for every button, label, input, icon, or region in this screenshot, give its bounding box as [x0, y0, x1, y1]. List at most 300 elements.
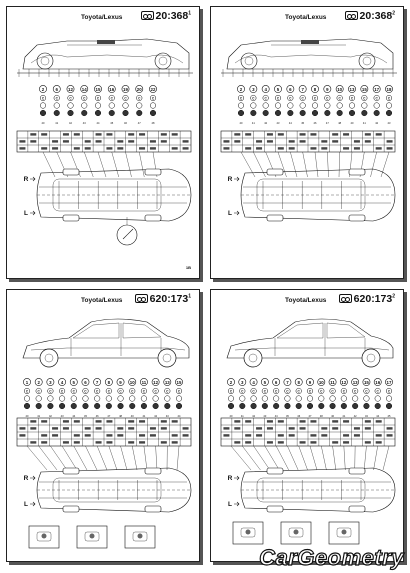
leader-line	[112, 152, 119, 177]
fixture-symbol-icon	[54, 103, 60, 109]
dimension-value-mark	[117, 434, 123, 436]
fixture-symbol-icon	[288, 103, 294, 109]
fixture-symbol-icon	[349, 103, 355, 109]
fixture-code: 44	[72, 415, 76, 418]
fixture-symbol-label: C	[313, 96, 317, 101]
fixture-code: 47	[325, 122, 329, 125]
fixture-symbol-label: C	[229, 389, 233, 394]
wheel-outline	[63, 169, 79, 175]
measure-point-number: 16	[109, 87, 115, 92]
dimension-value-mark	[223, 427, 229, 429]
dimension-value-mark	[41, 133, 47, 135]
rear-window	[327, 323, 365, 338]
arrow-icon	[234, 476, 239, 480]
fixture-symbol-label: C	[110, 96, 113, 101]
fixture-symbol-icon	[364, 403, 370, 409]
fixture-symbol-icon	[337, 103, 343, 109]
fixture-symbol-label: C	[25, 389, 29, 394]
fixture-symbol-icon	[118, 403, 124, 409]
wheel-hub	[245, 57, 253, 65]
dimension-value-mark	[256, 147, 262, 149]
measure-point-number: 20	[136, 87, 142, 92]
dimension-value-mark	[332, 427, 338, 429]
dimension-value-mark	[332, 140, 338, 142]
dimension-value-mark	[52, 147, 58, 149]
side-label-right: R	[23, 475, 29, 482]
diagram-page-1	[6, 6, 200, 279]
dimension-value-mark	[354, 147, 360, 149]
fixture-code: 41	[55, 122, 59, 125]
fixture-symbol-icon	[109, 103, 115, 109]
wheel-outline	[145, 169, 161, 175]
dimension-value-mark	[52, 140, 58, 142]
dimension-value-mark	[41, 147, 47, 149]
side-label-right: R	[227, 475, 233, 482]
measure-point-number: 2	[239, 87, 243, 92]
dimension-value-mark	[128, 441, 134, 443]
dimension-value-mark	[19, 147, 25, 149]
dimension-value-mark	[63, 427, 69, 429]
fixture-symbol-icon	[94, 396, 100, 402]
page-header	[211, 293, 403, 309]
fixture-symbol-label: C	[60, 389, 64, 394]
fixture-symbol-icon	[71, 396, 77, 402]
side-label-left: L	[24, 210, 28, 217]
dimension-value-mark	[289, 140, 295, 142]
dimension-value-mark	[161, 420, 167, 422]
measure-point-number: 14	[81, 87, 87, 92]
fixture-symbol-icon	[312, 103, 318, 109]
dimension-value-mark	[161, 133, 167, 135]
fixture-symbol-icon	[263, 110, 269, 116]
dimension-value-mark	[365, 133, 371, 135]
fixture-symbol-label: C	[69, 96, 72, 101]
fixture-symbol-label: C	[124, 96, 127, 101]
front-window	[277, 323, 323, 338]
fixture-symbol-icon	[36, 403, 42, 409]
brand-label: Toyota/Lexus	[285, 297, 327, 304]
fixture-symbol-icon	[81, 110, 87, 116]
fixture-code: 40	[229, 415, 233, 418]
dimension-value-mark	[52, 434, 58, 436]
dimension-value-mark	[106, 441, 112, 443]
fixture-symbol-icon	[165, 403, 171, 409]
dimension-value-mark	[245, 147, 251, 149]
fixture-symbol-icon	[251, 403, 257, 409]
fixture-symbol-icon	[251, 103, 257, 109]
fixture-symbol-icon	[123, 103, 129, 109]
leader-line	[299, 446, 308, 470]
wheel-outline	[267, 506, 283, 512]
dimension-value-mark	[343, 441, 349, 443]
diagram-page-3	[6, 289, 200, 562]
fixture-symbol-label: C	[331, 389, 334, 394]
wheel-outline	[349, 169, 365, 175]
dimension-value-mark	[41, 420, 47, 422]
measure-point-number: 4	[252, 380, 255, 385]
wheel-arch	[241, 53, 257, 69]
fixture-symbol-label: C	[138, 96, 141, 101]
fixture-symbol-icon	[239, 396, 245, 402]
dimension-value-mark	[289, 427, 295, 429]
leader-line	[121, 446, 127, 470]
fixture-code: 43	[276, 122, 280, 125]
detail-view-line	[123, 229, 133, 239]
fixture-symbol-icon	[285, 403, 291, 409]
fixture-symbol-label: C	[376, 389, 379, 394]
fixture-symbol-icon	[296, 403, 302, 409]
car-code-icon	[135, 294, 148, 303]
dimension-value-mark	[172, 434, 178, 436]
wheel-outline	[63, 215, 79, 221]
fixture-symbol-icon	[40, 103, 46, 109]
fixture-code: 44	[96, 122, 100, 125]
dimension-value-mark	[332, 420, 338, 422]
fixture-symbol-icon	[375, 403, 381, 409]
fixture-code: 40	[331, 415, 335, 418]
dimension-value-mark	[376, 441, 382, 443]
arrow-icon	[234, 502, 239, 506]
dimension-value-mark	[139, 147, 145, 149]
dimension-value-mark	[106, 147, 112, 149]
leader-line	[27, 446, 47, 470]
fixture-symbol-icon	[83, 396, 89, 402]
dimension-value-mark	[310, 420, 316, 422]
side-label-right: R	[227, 176, 233, 183]
dimension-value-mark	[300, 420, 306, 422]
fixture-symbol-label: C	[84, 389, 87, 394]
fixture-symbol-icon	[40, 110, 46, 116]
fixture-symbol-icon	[106, 403, 112, 409]
fixture-code: 42	[48, 415, 52, 418]
fixture-symbol-icon	[341, 396, 347, 402]
wheel-outline	[63, 506, 79, 512]
fixture-symbol-icon	[83, 403, 89, 409]
fixture-symbol-label: C	[166, 389, 169, 394]
dimension-value-mark	[376, 420, 382, 422]
leader-line	[242, 446, 260, 470]
dimension-value-mark	[256, 427, 262, 429]
fixture-symbol-icon	[251, 396, 257, 402]
measure-point-number: 3	[241, 380, 244, 385]
arrow-icon	[30, 476, 35, 480]
dimension-value-mark	[96, 441, 102, 443]
measure-point-number: 8	[313, 87, 317, 92]
page-header	[211, 10, 403, 26]
dimension-value-mark	[128, 133, 134, 135]
fixture-symbol-icon	[386, 110, 392, 116]
dimension-value-mark	[387, 140, 393, 142]
diagram-page-4	[210, 289, 404, 562]
fixture-symbol-label: C	[83, 96, 86, 101]
site-watermark: CarGeometry	[259, 545, 404, 570]
dimension-value-mark	[52, 427, 58, 429]
wheel-outline	[145, 215, 161, 221]
fixture-symbol-icon	[325, 110, 331, 116]
fixture-symbol-icon	[262, 403, 268, 409]
bolt-hole	[42, 534, 47, 539]
fixture-code: 44	[177, 415, 181, 418]
dimension-value-mark	[106, 133, 112, 135]
dimension-value-mark	[310, 147, 316, 149]
dimension-value-mark	[139, 441, 145, 443]
dimension-value-mark	[376, 133, 382, 135]
fixture-symbol-label: C	[320, 389, 323, 394]
fixture-code: 41	[362, 122, 366, 125]
fixture-symbol-icon	[153, 396, 159, 402]
leader-line	[39, 446, 57, 470]
dimension-value-mark	[19, 434, 25, 436]
fixture-symbol-label: C	[387, 96, 391, 101]
dimension-value-mark	[234, 133, 240, 135]
dimension-value-mark	[30, 140, 36, 142]
brand-label: Toyota/Lexus	[81, 14, 123, 21]
dimension-value-mark	[128, 427, 134, 429]
fixture-code: 40	[239, 122, 243, 125]
fixture-symbol-icon	[238, 103, 244, 109]
leader-line	[253, 152, 265, 177]
fixture-symbol-icon	[300, 110, 306, 116]
fixture-symbol-icon	[24, 396, 30, 402]
dimension-value-mark	[245, 420, 251, 422]
fixture-symbol-label: C	[263, 389, 267, 394]
measure-point-number: 12	[341, 380, 347, 385]
dimension-value-mark	[183, 147, 189, 149]
underbody-side-diagram	[211, 7, 404, 279]
fixture-symbol-icon	[48, 396, 54, 402]
body-crease	[31, 348, 185, 350]
arrow-icon	[30, 177, 35, 181]
fixture-symbol-icon	[251, 110, 257, 116]
measure-point-number: 2	[37, 380, 40, 385]
leader-line	[339, 152, 340, 177]
wheel-outline	[267, 215, 283, 221]
fixture-code: 42	[154, 415, 158, 418]
fixture-code: 41	[142, 415, 146, 418]
measure-point-number: 13	[352, 380, 358, 385]
dimension-value-mark	[278, 133, 284, 135]
fixture-symbol-icon	[59, 396, 65, 402]
bolt-hole	[138, 534, 143, 539]
fixture-code: 43	[165, 415, 169, 418]
fixture-symbol-icon	[165, 396, 171, 402]
dimension-value-mark	[267, 441, 273, 443]
fixture-symbol-icon	[71, 403, 77, 409]
dimension-value-mark	[63, 140, 69, 142]
fixture-symbol-icon	[176, 396, 182, 402]
dimension-value-mark	[278, 434, 284, 436]
measure-point-number: 13	[349, 87, 355, 92]
wheel-arch	[155, 53, 171, 69]
measure-point-number: 11	[330, 380, 335, 385]
fixture-symbol-icon	[36, 396, 42, 402]
wheel-hub	[159, 57, 167, 65]
car-code-icon	[345, 11, 358, 20]
rear-window	[123, 323, 161, 338]
dimension-value-mark	[161, 140, 167, 142]
fixture-symbol-label: C	[342, 389, 346, 394]
dimension-value-mark	[310, 441, 316, 443]
leader-line	[109, 446, 117, 470]
fixture-code: 45	[301, 122, 305, 125]
dimension-value-mark	[139, 420, 145, 422]
dimension-value-mark	[387, 427, 393, 429]
dimension-value-mark	[223, 434, 229, 436]
fixture-code: 42	[264, 122, 268, 125]
fixture-symbol-label: C	[375, 96, 378, 101]
dimension-value-mark	[172, 147, 178, 149]
wheel-hub	[41, 57, 49, 65]
fixture-symbol-icon	[307, 396, 313, 402]
dimension-value-mark	[321, 434, 327, 436]
dimension-value-mark	[30, 133, 36, 135]
car-code-icon	[141, 11, 154, 20]
measure-point-number: 3	[49, 380, 52, 385]
fixture-symbol-icon	[263, 103, 269, 109]
dimension-value-mark	[289, 147, 295, 149]
fixture-symbol-icon	[150, 103, 156, 109]
fixture-code: 40	[41, 122, 45, 125]
page-code: $620:173^2$	[339, 293, 395, 305]
fixture-symbol-icon	[275, 103, 281, 109]
wheel-outline	[267, 169, 283, 175]
fixture-code: 44	[274, 415, 278, 418]
leader-line	[231, 446, 251, 470]
arrow-icon	[234, 177, 239, 181]
dimension-value-mark	[354, 427, 360, 429]
dimension-value-mark	[41, 434, 47, 436]
dimension-value-mark	[234, 441, 240, 443]
dimension-value-mark	[387, 434, 393, 436]
dimension-value-mark	[321, 140, 327, 142]
fixture-symbol-icon	[24, 403, 30, 409]
fixture-code: 43	[364, 415, 368, 418]
leader-line	[132, 446, 137, 470]
dimension-value-mark	[365, 140, 371, 142]
dimension-value-mark	[106, 434, 112, 436]
dimension-value-mark	[74, 441, 80, 443]
dimension-value-mark	[117, 140, 123, 142]
leader-line	[327, 152, 328, 177]
measure-point-number: 15	[95, 87, 101, 92]
fixture-symbol-label: C	[96, 96, 100, 101]
dimension-value-mark	[267, 133, 273, 135]
arrow-icon	[234, 211, 239, 215]
front-window	[73, 323, 119, 338]
fixture-symbol-label: C	[241, 389, 244, 394]
measure-point-number: 9	[326, 87, 329, 92]
fixture-symbol-label: C	[353, 389, 357, 394]
fixture-symbol-icon	[375, 396, 381, 402]
fixture-symbol-label: C	[252, 96, 255, 101]
leader-line	[303, 152, 308, 177]
fixture-symbol-label: C	[264, 96, 267, 101]
dimension-value-mark	[96, 427, 102, 429]
measure-point-number: 13	[164, 380, 170, 385]
fixture-symbol-icon	[176, 403, 182, 409]
wheel-outline	[244, 349, 262, 367]
fixture-symbol-label: C	[286, 389, 289, 394]
fixture-symbol-icon	[318, 403, 324, 409]
dimension-value-mark	[300, 441, 306, 443]
dimension-value-mark	[150, 140, 156, 142]
fixture-symbol-label: C	[274, 389, 278, 394]
dimension-value-mark	[74, 420, 80, 422]
dimension-value-mark	[343, 133, 349, 135]
fixture-symbol-icon	[54, 110, 60, 116]
dimension-value-mark	[245, 441, 251, 443]
leader-line	[85, 446, 97, 470]
measure-point-number: 6	[55, 87, 58, 92]
dimension-value-mark	[343, 434, 349, 436]
fixture-symbol-icon	[362, 110, 368, 116]
dimension-value-mark	[85, 147, 91, 149]
measure-point-number: 12	[68, 87, 73, 92]
fixture-symbol-label: C	[276, 96, 280, 101]
fixture-symbol-label: C	[289, 96, 292, 101]
dimension-value-mark	[150, 434, 156, 436]
leader-line	[241, 152, 255, 177]
measure-point-number: 19	[123, 87, 128, 92]
fixture-code: 42	[69, 122, 72, 125]
measure-point-number: 6	[274, 380, 278, 385]
dimension-value-mark	[245, 133, 251, 135]
fixture-symbol-icon	[136, 103, 142, 109]
fixture-code: 47	[107, 415, 111, 418]
dimension-value-mark	[96, 420, 102, 422]
measure-point-number: 15	[176, 380, 182, 385]
dimension-value-mark	[223, 147, 229, 149]
fixture-symbol-label: C	[350, 96, 354, 101]
fixture-symbol-icon	[374, 110, 380, 116]
leader-line	[276, 446, 289, 470]
fixture-symbol-icon	[228, 403, 234, 409]
fixture-symbol-icon	[141, 396, 147, 402]
fixture-symbol-icon	[81, 103, 87, 109]
side-label-left: L	[24, 501, 28, 508]
fixture-code: 45	[110, 122, 114, 125]
dimension-value-mark	[172, 133, 178, 135]
fixture-symbol-icon	[318, 396, 324, 402]
measure-point-number: 2	[41, 87, 45, 92]
fixture-symbol-icon	[238, 110, 244, 116]
side-label-left: L	[228, 210, 232, 217]
dimension-value-mark	[106, 420, 112, 422]
fixture-symbol-label: C	[338, 96, 341, 101]
leader-line	[371, 152, 377, 177]
leader-line	[290, 152, 297, 177]
fixture-symbol-label: C	[142, 389, 146, 394]
fixture-symbol-label: C	[55, 96, 58, 101]
measure-point-number: 12	[153, 380, 159, 385]
wheel-outline	[145, 468, 161, 474]
fixture-symbol-icon	[136, 110, 142, 116]
fixture-code: 41	[342, 415, 346, 418]
fixture-symbol-label: C	[41, 96, 45, 101]
dimension-value-mark	[365, 441, 371, 443]
dimension-value-mark	[267, 427, 273, 429]
measure-point-number: 5	[276, 87, 280, 92]
measure-point-number: 7	[301, 87, 304, 92]
fixture-code: 43	[60, 415, 64, 418]
measure-point-number: 5	[72, 380, 75, 385]
page-number: 1B	[185, 265, 191, 270]
measure-point-number: 22	[150, 87, 156, 92]
fixture-code: 43	[263, 415, 267, 418]
fixture-code: 45	[387, 415, 391, 418]
leader-line	[344, 446, 345, 470]
dimension-value-mark	[30, 420, 36, 422]
